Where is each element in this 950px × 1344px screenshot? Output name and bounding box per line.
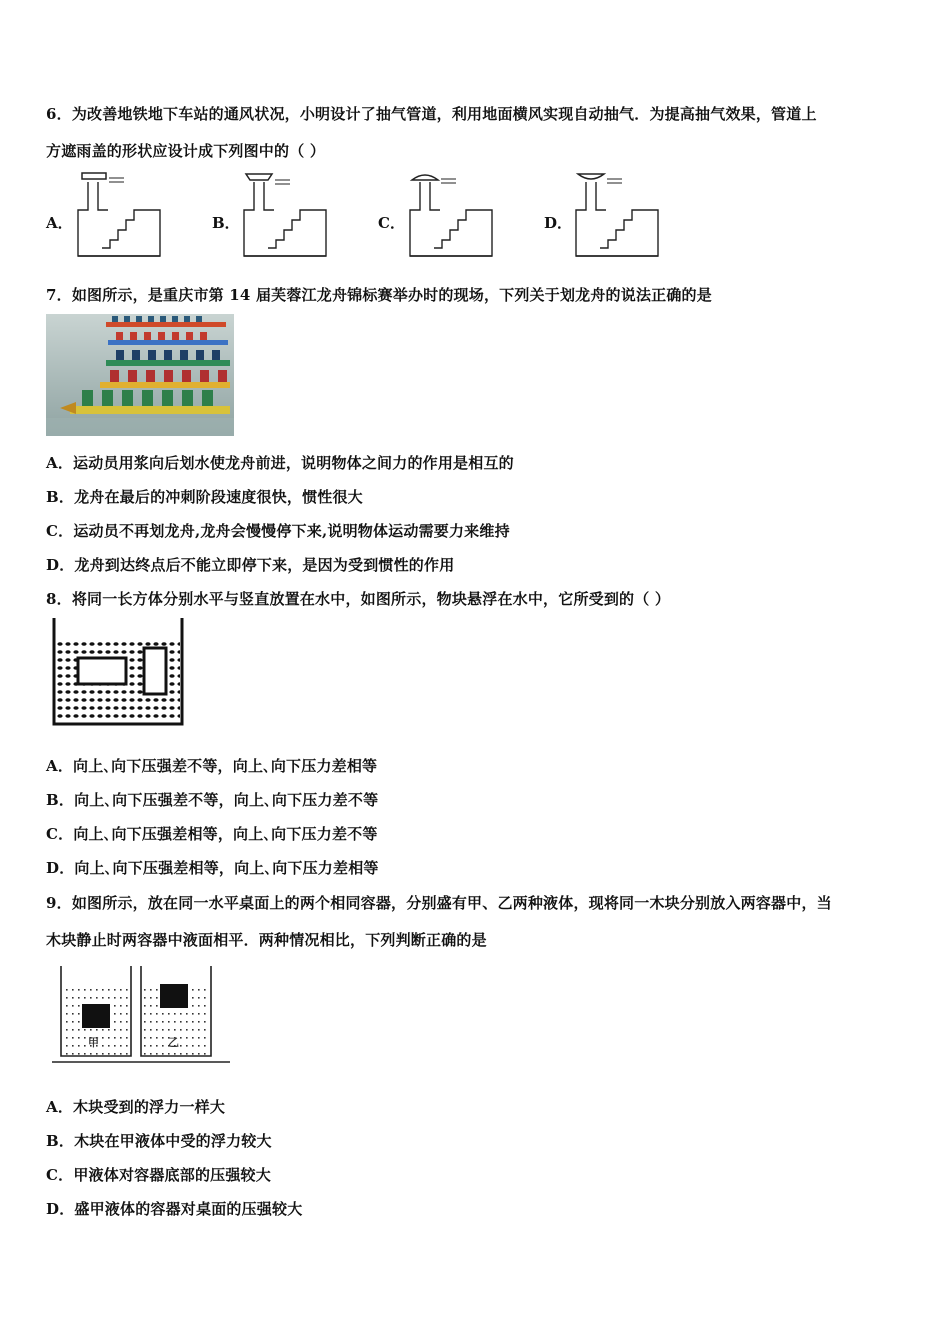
q8-stem: 8．将同一长方体分别水平与竖直放置在水中，如图所示，物块悬浮在水中，它所受到的（ ）: [46, 590, 671, 608]
q9-option-c: C．甲液体对容器底部的压强较大: [46, 1166, 271, 1184]
q6-option-b-label: B．: [212, 214, 240, 232]
q7-option-c: C．运动员不再划龙舟,龙舟会慢慢停下来,说明物体运动需要力来维持: [46, 522, 510, 540]
q6-figure-b: [238, 170, 330, 258]
q6-option-a-label: A．: [46, 214, 73, 232]
q7-stem: 7．如图所示，是重庆市第 14 届芙蓉江龙舟锦标赛举办时的现场，下列关于划龙舟的说法正确的是: [46, 286, 712, 304]
q8-option-a: A．向上､向下压强差不等，向上､向下压力差相等: [46, 757, 378, 775]
q6-figure-c: [404, 170, 496, 258]
q9-label-yi: 乙: [168, 1036, 179, 1049]
q6-option-c-label: C．: [378, 214, 405, 232]
q6-option-d-label: D．: [544, 214, 573, 232]
q8-water-tank-figure: [48, 616, 188, 730]
q7-option-a: A．运动员用浆向后划水使龙舟前进，说明物体之间力的作用是相互的: [46, 454, 514, 472]
q8-option-b: B．向上､向下压强差不等，向上､向下压力差不等: [46, 791, 379, 809]
q8-option-c: C．向上､向下压强差相等，向上､向下压力差不等: [46, 825, 378, 843]
q6-figure-a: [72, 170, 164, 258]
q9-option-a: A．木块受到的浮力一样大: [46, 1098, 226, 1116]
q6-stem-line1: 6．为改善地铁地下车站的通风状况，小明设计了抽气管道，利用地面横风实现自动抽气．为提高抽气效果，管道上: [46, 105, 817, 123]
q9-option-d: D．盛甲液体的容器对桌面的压强较大: [46, 1200, 303, 1218]
q7-option-d: D．龙舟到达终点后不能立即停下来，是因为受到惯性的作用: [46, 556, 455, 574]
q8-option-d: D．向上､向下压强差相等，向上､向下压力差相等: [46, 859, 379, 877]
q9-stem-line2: 木块静止时两容器中液面相平．两种情况相比，下列判断正确的是: [46, 931, 487, 949]
q9-label-jia: 甲: [88, 1036, 99, 1049]
q7-option-b: B．龙舟在最后的冲刺阶段速度很快，惯性很大: [46, 488, 363, 506]
q9-stem-line1: 9．如图所示，放在同一水平桌面上的两个相同容器，分别盛有甲、乙两种液体，现将同一木块分别放入两容器中，当: [46, 894, 832, 912]
q9-option-b: B．木块在甲液体中受的浮力较大: [46, 1132, 272, 1150]
q7-dragon-boat-photo: [46, 314, 234, 436]
q6-stem-line2: 方遮雨盖的形状应设计成下列图中的（ ）: [46, 142, 326, 160]
q9-two-containers-figure: [52, 962, 232, 1068]
q6-figure-d: [570, 170, 662, 258]
